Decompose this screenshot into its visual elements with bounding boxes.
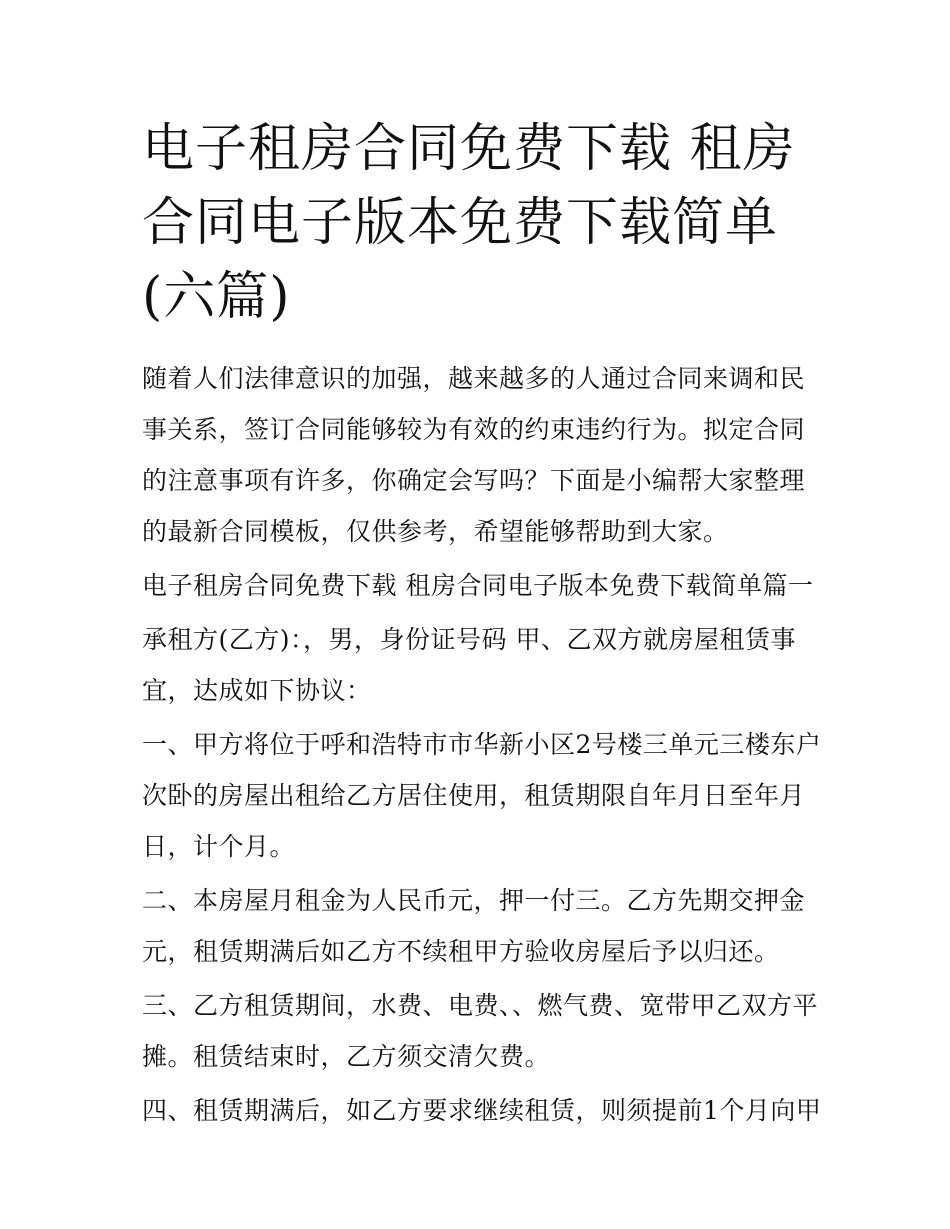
document-title: 电子租房合同免费下载 租房合同电子版本免费下载简单(六篇) bbox=[142, 119, 796, 327]
parties-paragraph: 承租方(乙方)：，男，身份证号码 甲、乙双方就房屋租赁事宜，达成如下协议： bbox=[142, 625, 796, 705]
clause-2: 二、本房屋月租金为人民币元，押一付三。乙方先期交押金元，租赁期满后如乙方不续租甲方验收房屋后予以归还。 bbox=[142, 886, 806, 966]
clause-4: 四、租赁期满后，如乙方要求继续租赁，则须提前1个月向甲 bbox=[142, 1096, 822, 1125]
clause-3: 三、乙方租赁期间，水费、电费、、燃气费、宽带甲乙双方平摊。租赁结束时，乙方须交清欠费。 bbox=[142, 991, 819, 1071]
intro-paragraph: 随着人们法律意识的加强，越来越多的人通过合同来调和民事关系，签订合同能够较为有效的约束违约行为。拟定合同的注意事项有许多，你确定会写吗？下面是小编帮大家整理的最新合同模板，仅供参考，希望能够帮助到大家。 bbox=[142, 364, 806, 546]
section-heading: 电子租房合同免费下载 租房合同电子版本免费下载简单篇一 bbox=[142, 571, 814, 600]
clause-1: 一、甲方将位于呼和浩特市市华新小区2号楼三单元三楼东户次卧的房屋出租给乙方居住使用，租赁期限自年月日至年月日，计个月。 bbox=[142, 730, 822, 861]
document-body bbox=[142, 353, 822, 1139]
